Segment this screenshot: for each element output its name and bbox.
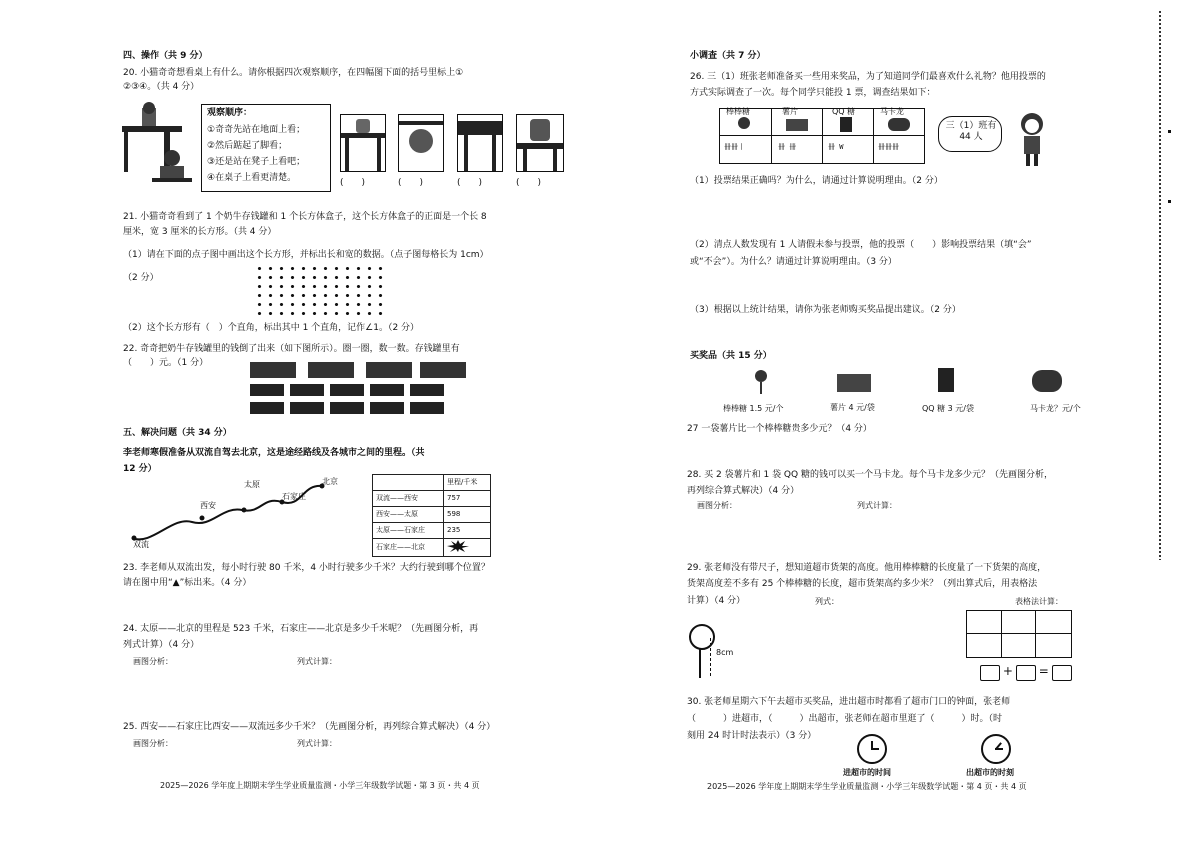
price-macaron: 马卡龙？元/个 [1030, 404, 1081, 413]
q26-text-1: 26. 三（1）班张老师准备买一些用来奖品，为了知道同学们最喜欢什么礼物？他用投票的 [690, 72, 1046, 82]
measure-line [710, 638, 712, 676]
binding-dotted-line [1158, 10, 1162, 560]
q21-part2: （2）这个长方形有（ ）个直角，标出其中 1 个直角，记作∠1。（2 分） [123, 323, 420, 333]
table-row [373, 523, 491, 539]
q21-part1: （1）请在下面的点子图中画出这个长方形，并标出长和宽的数据。（点子图每格长为 1cm） [123, 250, 489, 260]
answer-box[interactable] [1052, 665, 1072, 681]
map-label-shuangliu: 双流 [133, 540, 149, 549]
q26-text-2: 方式实际调查了一次。每个同学只能投 1 票，调查结果如下： [690, 88, 936, 98]
calc-label: 列式计算： [857, 501, 897, 510]
clock-out-icon [981, 734, 1011, 764]
survey-title: 小调查（共 7 分） [690, 51, 766, 61]
vote-header: 薯片 [782, 107, 798, 116]
section-5-title: 五、解决问题（共 34 分） [123, 428, 232, 438]
vote-header: 马卡龙 [880, 107, 904, 116]
q23-text-1: 23. 李老师从双流出发，每小时行驶 80 千米，4 小时行驶多少千米？大约行驶到哪个位置？ [123, 563, 490, 573]
route-map [122, 476, 362, 552]
table-cell: 235 [444, 523, 491, 539]
girl-illustration [1012, 110, 1052, 168]
binding-mark [1168, 130, 1171, 133]
splash-icon [447, 540, 469, 552]
table-row [373, 539, 491, 557]
plus-sign: + [1002, 664, 1013, 678]
lollipop-icon [738, 117, 750, 129]
q26-part3: （3）根据以上统计结果，请你为张老师购买奖品提出建议。（2 分） [690, 305, 961, 315]
vote-header: 棒棒糖 [726, 107, 750, 116]
chips-icon [786, 119, 808, 131]
q23-text-2: 请在图中用“▲”标出来。（4 分） [123, 578, 252, 588]
calc-label: 列式计算： [297, 739, 337, 748]
tally: 卌 卌 [778, 143, 797, 151]
tally: 卌卌丨 [724, 143, 745, 151]
clock-out-label: 出超市的时刻 [966, 768, 1014, 777]
q21-part1-score: （2 分） [123, 273, 159, 283]
trip-intro-2: 12 分） [123, 464, 157, 474]
q26-part1: （1）投票结果正确吗？为什么，请通过计算说明理由。（2 分） [690, 176, 943, 186]
binding-mark [1168, 200, 1171, 203]
q29-text-2: 货架高度差不多有 25 个棒棒糖的长度，超市货架高约多少米？（列出算式后，用表格法 [687, 579, 1038, 589]
q20-text-1: 20. 小猫奇奇想看桌上有什么。请你根据四次观察顺序，在四幅图下面的括号里标上① [123, 68, 464, 78]
table-method-grid[interactable] [966, 610, 1072, 658]
tally: 卌 W [828, 143, 844, 151]
money-picture [250, 362, 470, 418]
table-cell: 757 [444, 491, 491, 507]
q24-text-2: 列式计算）（4 分） [123, 640, 200, 650]
q29-text-3: 计算）（4 分） [687, 596, 746, 606]
chips-icon [837, 374, 871, 392]
answer-bracket[interactable]: ( ) [516, 178, 542, 188]
calc-label: 列式计算： [297, 657, 337, 666]
table-cell: 598 [444, 507, 491, 523]
speech-text: 三（1）班有 44 人 [945, 121, 997, 143]
lollipop-length: 8cm [716, 648, 734, 657]
q24-text-1: 24. 太原——北京的里程是 523 千米，石家庄——北京是多少千米呢？（先画图分析，再 [123, 624, 479, 634]
table-cell: 西安——太原 [373, 507, 444, 523]
map-label-beijing: 北京 [322, 477, 338, 486]
draw-analysis-label: 画图分析： [133, 657, 173, 666]
table-row [373, 507, 491, 523]
table-cell [444, 539, 491, 557]
draw-analysis-label: 画图分析： [697, 501, 737, 510]
table-cell: 石家庄——北京 [373, 539, 444, 557]
map-label-taiyuan: 太原 [244, 480, 260, 489]
q25-text: 25. 西安——石家庄比西安——双流远多少千米？（先画图分析，再列综合算式解决）（4 分） [123, 722, 496, 732]
answer-box[interactable] [980, 665, 1000, 681]
answer-bracket[interactable]: ( ) [340, 178, 366, 188]
map-label-shijiazhuang: 石家庄 [282, 492, 306, 501]
q29-formula-label: 列式： [815, 597, 839, 606]
table-row [373, 491, 491, 507]
right-footer: 2025—2026 学年度上期期末学生学业质量监测・小学三年级数学试题・第 4 页・共 4 页 [707, 782, 1027, 791]
observe-title: 观察顺序： [207, 108, 253, 118]
table-row [373, 475, 491, 491]
answer-bracket[interactable]: ( ) [457, 178, 483, 188]
table-cell: 太原——石家庄 [373, 523, 444, 539]
trip-intro-1: 李老师寒假准备从双流自驾去北京，这是途经路线及各城市之间的里程。（共 [123, 448, 425, 458]
section-4-title: 四、操作（共 9 分） [123, 51, 208, 61]
q20-text-2: ②③④。（共 4 分） [123, 82, 200, 92]
buy-prizes-title: 买奖品（共 15 分） [690, 351, 772, 361]
equals-sign: = [1038, 664, 1049, 678]
q30-text-3: 刻用 24 时计时法表示）（3 分） [687, 731, 817, 741]
map-label-xian: 西安 [200, 501, 216, 510]
dot-grid[interactable] [254, 264, 386, 318]
clock-in-label: 进超市的时间 [843, 768, 891, 777]
lollipop-stick [699, 648, 701, 678]
table-cell: 双流——西安 [373, 491, 444, 507]
draw-analysis-label: 画图分析： [133, 739, 173, 748]
observe-item: ②然后踮起了脚看； [207, 141, 288, 151]
q21-text-1: 21. 小猫奇奇看到了 1 个奶牛存钱罐和 1 个长方体盒子，这个长方体盒子的正面是一个长 8 [123, 212, 487, 222]
q26-part2-1: （2）清点人数发现有 1 人请假未参与投票，他的投票（ ）影响投票结果（填“会” [690, 240, 1032, 250]
left-footer: 2025—2026 学年度上期期末学生学业质量监测・小学三年级数学试题・第 3 页・共 4 页 [160, 781, 480, 790]
price-lollipop: 棒棒糖 1.5 元/个 [723, 404, 784, 413]
lollipop-stick [760, 382, 762, 394]
view-picture-1 [340, 114, 386, 172]
answer-box[interactable] [1016, 665, 1036, 681]
view-picture-3 [457, 114, 503, 172]
table-header: 里程/千米 [444, 475, 491, 491]
observe-item: ③还是站在凳子上看吧； [207, 157, 306, 167]
q30-text-1: 30. 张老师星期六下午去超市买奖品，进出超市时都看了超市门口的钟面，张老师 [687, 697, 1011, 707]
observe-item: ①奇奇先站在地面上看； [207, 125, 306, 135]
view-picture-2 [398, 114, 444, 172]
q22-text-2: （ ）元。（1 分） [123, 358, 209, 368]
cat-desk-illustration [112, 100, 202, 188]
q29-text-1: 29. 张老师没有带尺子，想知道超市货架的高度。他用棒棒糖的长度量了一下货架的高度， [687, 563, 1047, 573]
candy-bag-icon [840, 117, 852, 132]
price-chips: 薯片 4 元/袋 [830, 403, 875, 412]
q21-text-2: 厘米，宽 3 厘米的长方形。（共 4 分） [123, 227, 277, 237]
macaron-icon [1032, 370, 1062, 392]
macaron-icon [888, 118, 910, 131]
route-table [372, 474, 491, 557]
tally: 卌卌卌 [878, 143, 899, 151]
price-qq-candy: QQ 糖 3 元/袋 [922, 404, 975, 413]
answer-bracket[interactable]: ( ) [398, 178, 424, 188]
speech-bubble [938, 116, 1002, 152]
equation-boxes [980, 664, 1072, 681]
clock-in-icon [857, 734, 887, 764]
vote-table [719, 108, 925, 164]
q22-text-1: 22. 奇奇把奶牛存钱罐里的钱倒了出来（如下图所示）。圈一圈，数一数。存钱罐里有 [123, 344, 460, 354]
candy-bag-icon [938, 368, 954, 392]
q29-table-label: 表格法计算： [1015, 597, 1063, 606]
q30-text-2: （ ）进超市，（ ）出超市，张老师在超市里逛了（ ）时。（时 [687, 714, 1003, 724]
lollipop-icon [755, 370, 767, 382]
q28-text-1: 28. 买 2 袋薯片和 1 袋 QQ 糖的钱可以买一个马卡龙。每个马卡龙多少元？（先画图分析， [687, 470, 1053, 480]
q26-part2-2: 或“不会”）。为什么？请通过计算说明理由。（3 分） [690, 257, 897, 267]
observe-order-box [201, 104, 331, 192]
q28-text-2: 再列综合算式解决）（4 分） [687, 486, 800, 496]
vote-header: QQ 糖 [832, 107, 856, 116]
q27-text: 27 一袋薯片比一个棒棒糖贵多少元？（4 分） [687, 424, 872, 434]
view-picture-4 [516, 114, 564, 172]
observe-item: ④在桌子上看更清楚。 [207, 173, 297, 183]
